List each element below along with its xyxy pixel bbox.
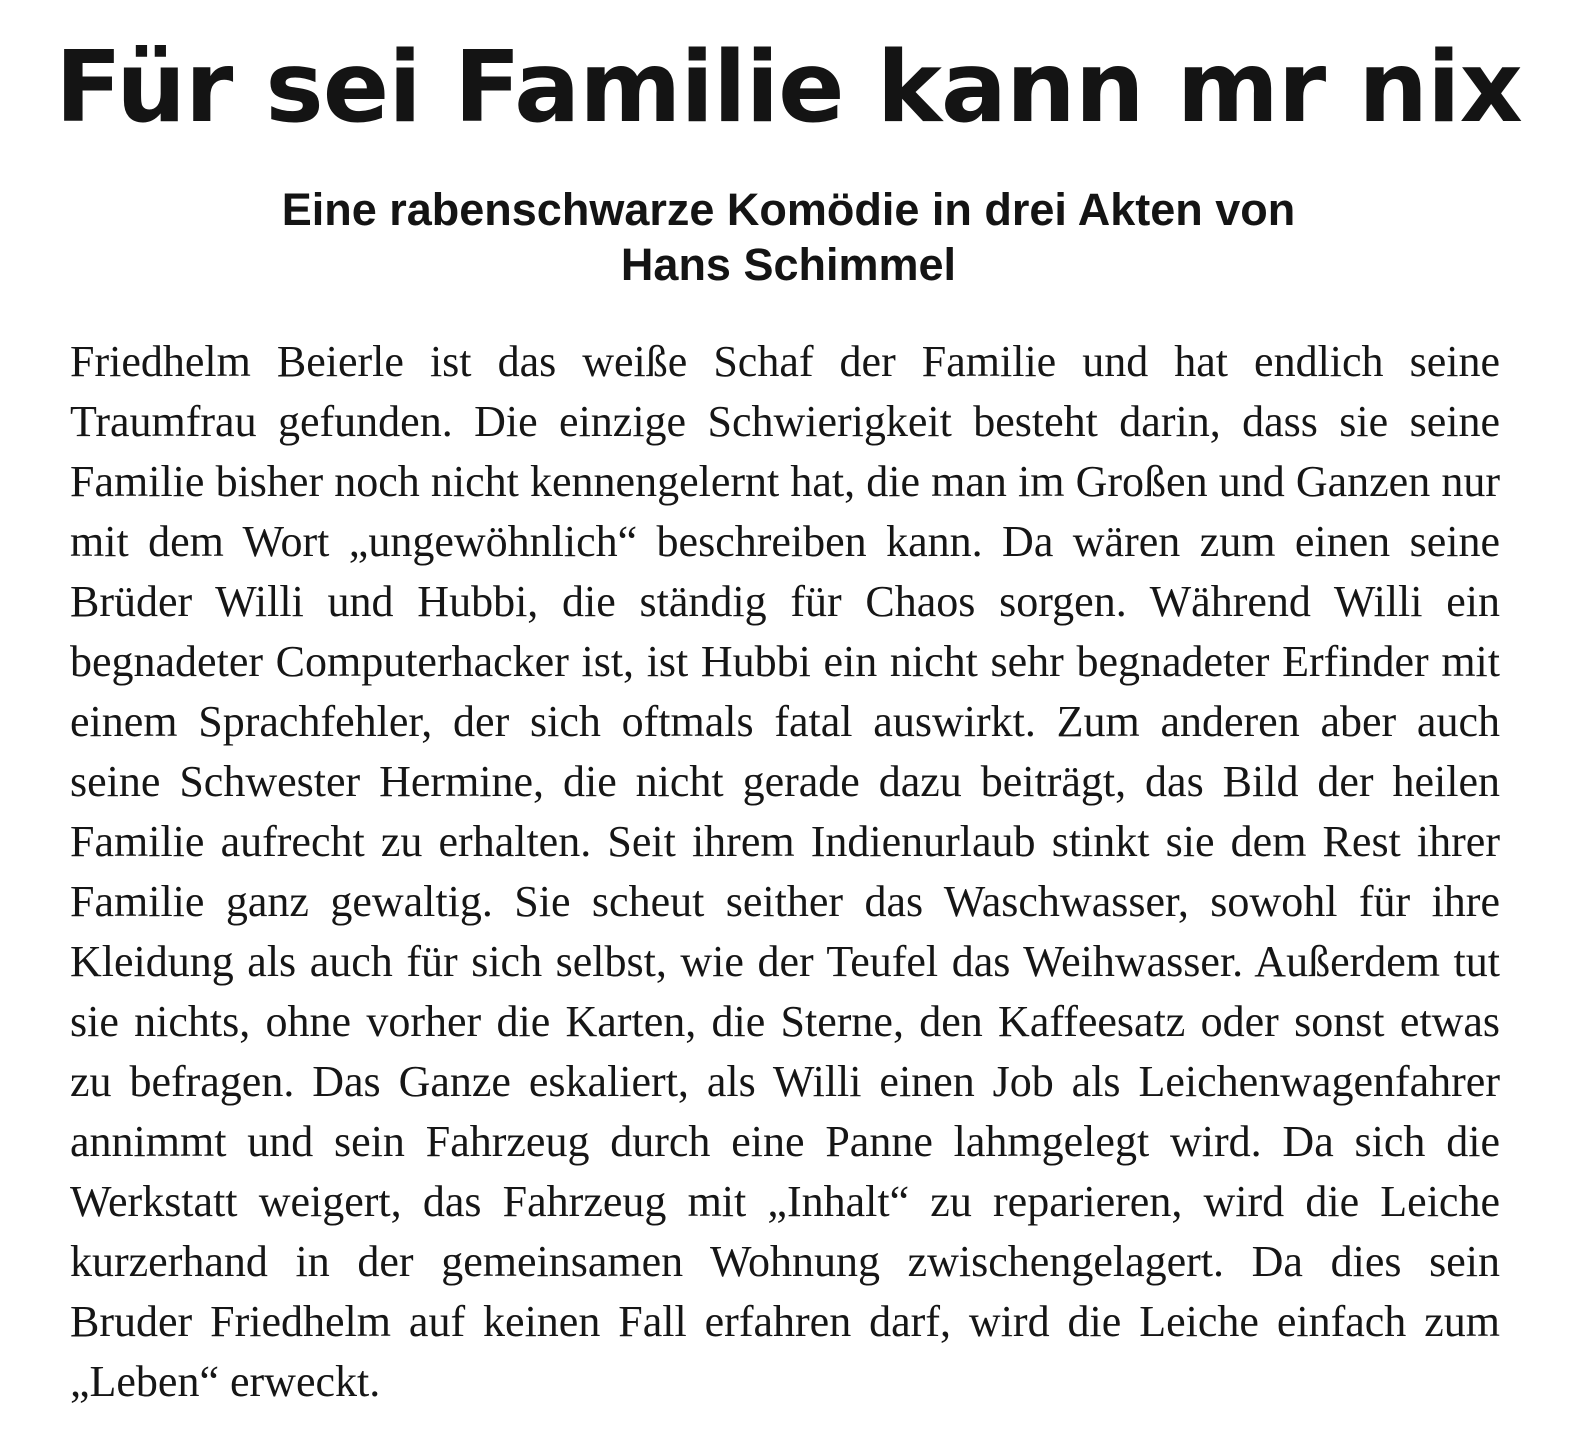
synopsis-paragraph: Friedhelm Beierle ist das weiße Schaf der Familie und hat endlich seine Traumfrau gefunden. Die einzige Schwierigkeit besteht darin, dass sie seine Familie bisher noch nicht kennengelernt hat, die man im Großen und Ganzen nur mit dem Wort „ungewöhnlich“ beschreiben kann. Da wären zum einen seine Brüder Willi und Hubbi, die ständig für Chaos sorgen. Während Willi ein begnadeter Computerhacker ist, ist Hubbi ein nicht sehr begnadeter Erfinder mit einem Sprachfehler, der sich oftmals fatal auswirkt. Zum anderen aber auch seine Schwester Hermine, die nicht gerade dazu beiträgt, das Bild der heilen Familie aufrecht zu erhalten. Seit ihrem Indienurlaub stinkt sie dem Rest ihrer Familie ganz gewaltig. Sie scheut seither das Waschwasser, sowohl für ihre Kleidung als auch für sich selbst, wie der Teufel das Weihwasser. Außerdem tut sie nichts, ohne vorher die Karten, die Sterne, den Kaffeesatz oder sonst etwas zu befragen. Das Ganze eskaliert, als Willi einen Job als Leichenwagenfahrer annimmt und sein Fahrzeug durch eine Panne lahmgelegt wird. Da sich die Werkstatt weigert, das Fahrzeug mit „Inhalt“ zu reparieren, wird die Leiche kurzerhand in der gemeinsamen Wohnung zwischengelagert. Da dies sein Bruder Friedhelm auf keinen Fall erfahren darf, wird die Leiche einfach zum „Leben“ erweckt. xyxy=(70,337,1500,1406)
document-title: Für sei Familie kann mr nix xyxy=(55,31,1522,145)
document-author: Hans Schimmel xyxy=(620,239,957,290)
document-subtitle-line-1: Eine rabenschwarze Komödie in drei Akten von xyxy=(281,184,1296,235)
